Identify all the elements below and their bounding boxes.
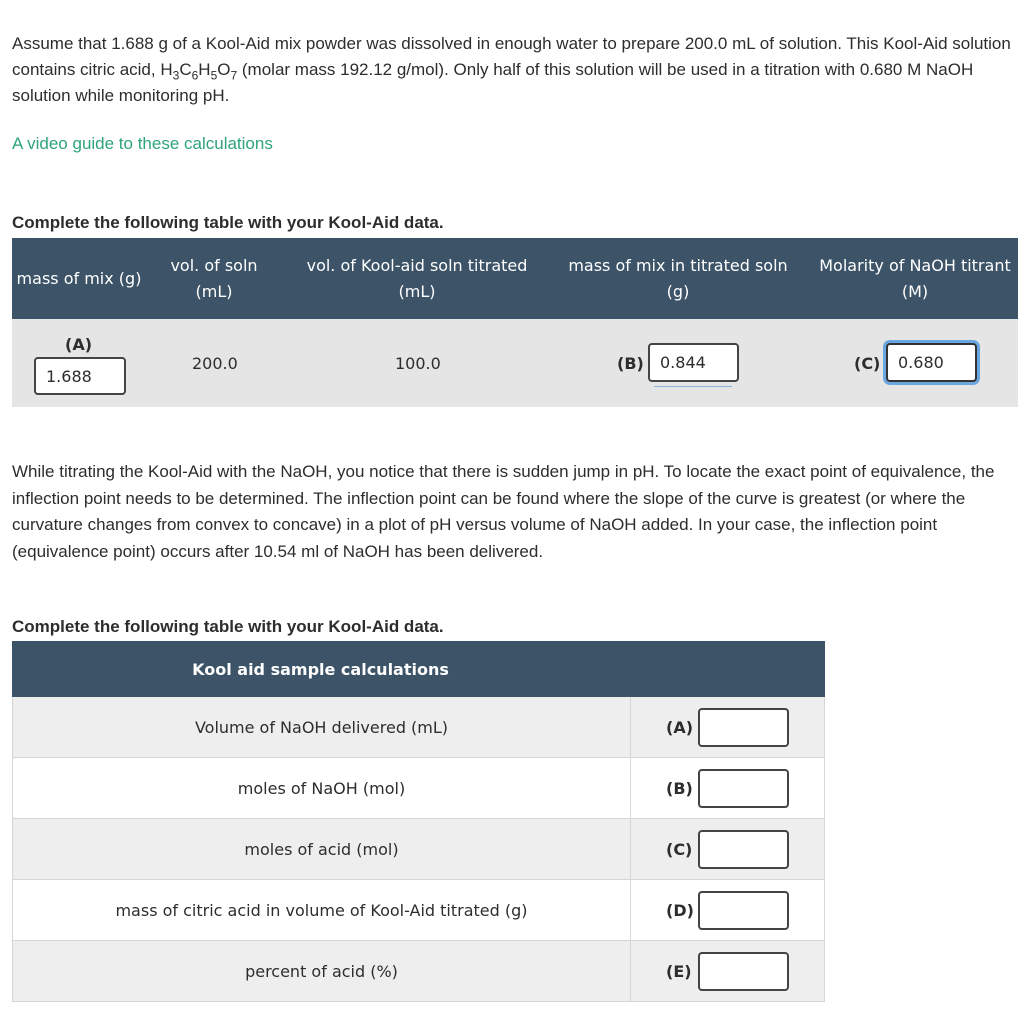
intro-paragraph [12, 31, 1012, 109]
col-header-unit: (g) [666, 281, 690, 301]
formula-part: O [217, 60, 231, 79]
vol-soln-value: 200.0 [192, 354, 238, 373]
calc-row-moles-naoh [12, 758, 825, 819]
vol-titrated-value: 100.0 [395, 354, 441, 373]
row-label: moles of acid (mol) [244, 839, 399, 859]
intro-text-end: (molar mass 192.12 g/mol). Only half of this solution will be used in a titration with 0.680 M NaOH solution while monitoring pH. [12, 60, 974, 105]
molarity-input[interactable]: 0.680 [886, 343, 977, 382]
col-header-vol-soln [152, 238, 276, 319]
calc-row-mass-citric-acid [12, 880, 825, 941]
subscript: 6 [191, 68, 199, 83]
col-header-vol-titrated [292, 238, 542, 319]
col-header-text: mass of mix (g) [16, 268, 142, 288]
mass-citric-acid-input[interactable] [698, 891, 789, 930]
col-header-unit: (mL) [195, 281, 233, 301]
moles-naoh-input[interactable] [698, 769, 789, 808]
table2-title: Kool aid sample calculations [192, 659, 449, 679]
table2-header [12, 641, 825, 697]
calc-row-moles-acid [12, 819, 825, 880]
tag-e: (E) [666, 961, 692, 981]
formula-part: H [198, 60, 211, 79]
percent-acid-input[interactable] [698, 952, 789, 991]
column-divider [630, 819, 631, 879]
calc-row-volume-naoh [12, 697, 825, 758]
col-header-mass-of-mix [12, 238, 146, 319]
tag-a: (A) [65, 335, 93, 354]
table1-row [12, 319, 1018, 407]
row-label: Volume of NaOH delivered (mL) [194, 717, 449, 737]
row-label: mass of citric acid in volume of Kool-Aid titrated (g) [115, 900, 528, 920]
tag-b: (B) [666, 778, 693, 798]
mass-in-titrated-input[interactable]: 0.844 [648, 343, 739, 382]
intro-text-start: Assume that 1.688 g of a Kool-Aid mix powder was dissolved in enough water to prepare 200.0 mL of solution. This Kool-Aid solution contains citric acid, H [12, 34, 1011, 79]
tag-b: (B) [617, 354, 644, 373]
col-header-unit: (M) [901, 281, 929, 301]
row-label: moles of NaOH (mol) [237, 778, 406, 798]
subscript: 5 [210, 68, 218, 83]
mass-of-mix-input[interactable]: 1.688 [34, 357, 126, 395]
tag-c: (C) [666, 839, 693, 859]
table1-heading: Complete the following table with your Kool-Aid data. [12, 213, 444, 232]
col-header-molarity [810, 238, 1018, 319]
table1-header [12, 238, 1018, 319]
calc-row-percent-acid [12, 941, 825, 1002]
column-divider [630, 880, 631, 940]
input-underline [654, 386, 732, 387]
column-divider [630, 697, 631, 757]
col-header-text: mass of mix in titrated soln [568, 255, 788, 275]
column-divider [630, 941, 631, 1001]
equivalence-point-paragraph: While titrating the Kool-Aid with the NaOH, you notice that there is sudden jump in pH. To locate the exact point of equivalence, the inflection point needs to be determined. The inflection point can be found where the slope of the curve is greatest (or where the curvature changes from convex to concave) in a plot of pH versus volume of NaOH added. In your case, the inflection point (equivalence point) occurs after 10.54 ml of NaOH has been delivered. [12, 462, 995, 561]
moles-acid-input[interactable] [698, 830, 789, 869]
subscript: 3 [172, 68, 180, 83]
video-guide-link[interactable]: A video guide to these calculations [12, 134, 273, 153]
tag-c: (C) [854, 354, 881, 373]
tag-d: (D) [666, 900, 694, 920]
formula-part: C [179, 60, 192, 79]
col-header-unit: (mL) [398, 281, 436, 301]
col-header-text: vol. of Kool-aid soln titrated [306, 255, 528, 275]
column-divider [630, 758, 631, 818]
col-header-text: Molarity of NaOH titrant [819, 255, 1011, 275]
col-header-text: vol. of soln [170, 255, 258, 275]
volume-naoh-input[interactable] [698, 708, 789, 747]
tag-a: (A) [666, 717, 694, 737]
table2-heading: Complete the following table with your Kool-Aid data. [12, 617, 444, 636]
col-header-mass-in-titrated [558, 238, 798, 319]
subscript: 7 [230, 68, 238, 83]
row-label: percent of acid (%) [245, 961, 398, 981]
